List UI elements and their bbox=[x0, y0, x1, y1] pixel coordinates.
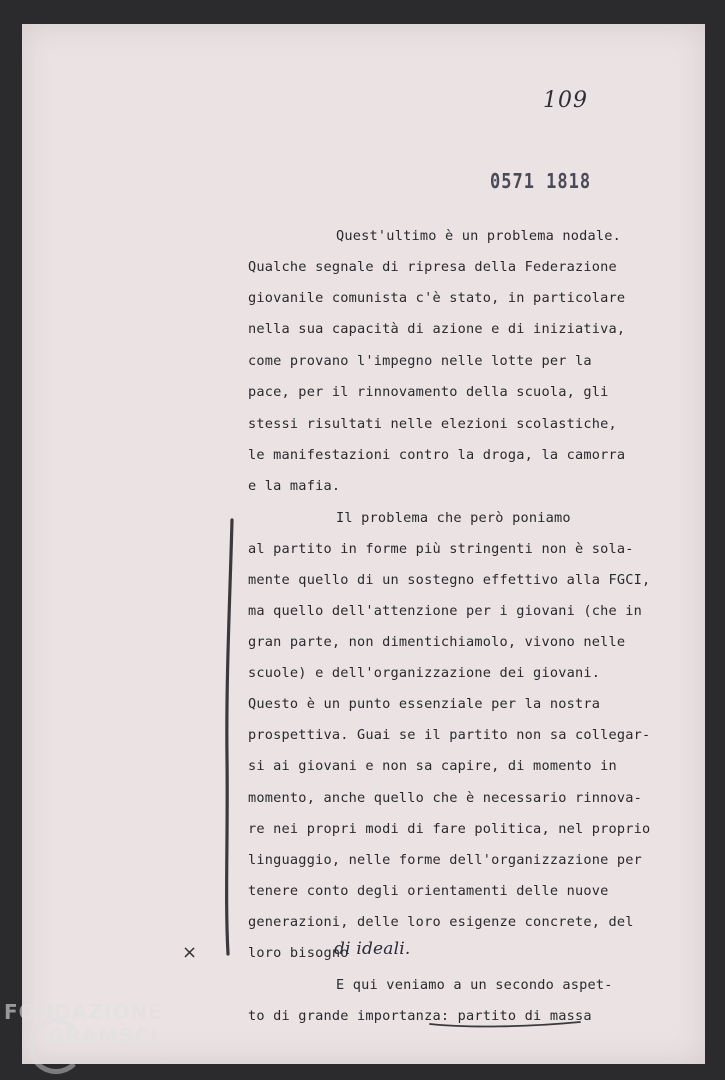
text-line: re nei propri modi di fare politica, nel proprio bbox=[248, 821, 651, 837]
text-line: scuole) e dell'organizzazione dei giovani. bbox=[248, 665, 601, 681]
text-line: al partito in forme più stringenti non è sola- bbox=[248, 541, 634, 557]
text-line: Quest'ultimo è un problema nodale. bbox=[336, 228, 622, 244]
text-line: Il problema che però poniamo bbox=[336, 510, 571, 526]
text-line: Questo è un punto essenziale per la nostra bbox=[248, 696, 601, 712]
text-line: mente quello di un sostegno effettivo alla FGCI, bbox=[248, 572, 651, 588]
watermark-line2: GRAMSCI bbox=[48, 1024, 159, 1048]
archive-stamp: 0571 1818 bbox=[490, 170, 592, 194]
margin-cross-mark: × bbox=[182, 942, 198, 963]
watermark-line3: onlus bbox=[148, 1050, 173, 1060]
text-line: stessi risultati nelle elezioni scolastiche, bbox=[248, 416, 617, 432]
text-line: momento, anche quello che è necessario rinnova- bbox=[248, 790, 643, 806]
text-line: generazioni, delle loro esigenze concrete, del bbox=[248, 914, 634, 930]
text-line: si ai giovani e non sa capire, di momento in bbox=[248, 758, 617, 774]
text-line: prospettiva. Guai se il partito non sa collegar- bbox=[248, 727, 651, 743]
text-line: to di grande importanza: partito di massa bbox=[248, 1008, 592, 1024]
text-line: ma quello dell'attenzione per i giovani (che in bbox=[248, 603, 643, 619]
text-line: Qualche segnale di ripresa della Federazione bbox=[248, 259, 617, 275]
text-line: loro bisogno bbox=[248, 945, 349, 961]
text-line: come provano l'impegno nelle lotte per la bbox=[248, 353, 592, 369]
margin-vertical-mark bbox=[222, 518, 236, 956]
text-line: linguaggio, nelle forme dell'organizzazione per bbox=[248, 852, 643, 868]
watermark-logo bbox=[4, 1000, 173, 1060]
text-line: gran parte, non dimentichiamolo, vivono nelle bbox=[248, 634, 626, 650]
text-line: e la mafia. bbox=[248, 478, 341, 494]
folio-number: 109 bbox=[543, 88, 588, 113]
text-line: pace, per il rinnovamento della scuola, gli bbox=[248, 384, 609, 400]
text-line: le manifestazioni contro la droga, la camorra bbox=[248, 447, 626, 463]
watermark-line1: FONDAZIONE bbox=[4, 1000, 163, 1024]
text-line: nella sua capacità di azione e di iniziativa, bbox=[248, 321, 626, 337]
text-line: tenere conto degli orientamenti delle nuove bbox=[248, 883, 609, 899]
handwritten-insert: di ideali. bbox=[334, 939, 411, 959]
text-line: E qui veniamo a un secondo aspet- bbox=[336, 977, 613, 993]
handwritten-underline bbox=[428, 1016, 583, 1030]
text-line: giovanile comunista c'è stato, in particolare bbox=[248, 290, 626, 306]
